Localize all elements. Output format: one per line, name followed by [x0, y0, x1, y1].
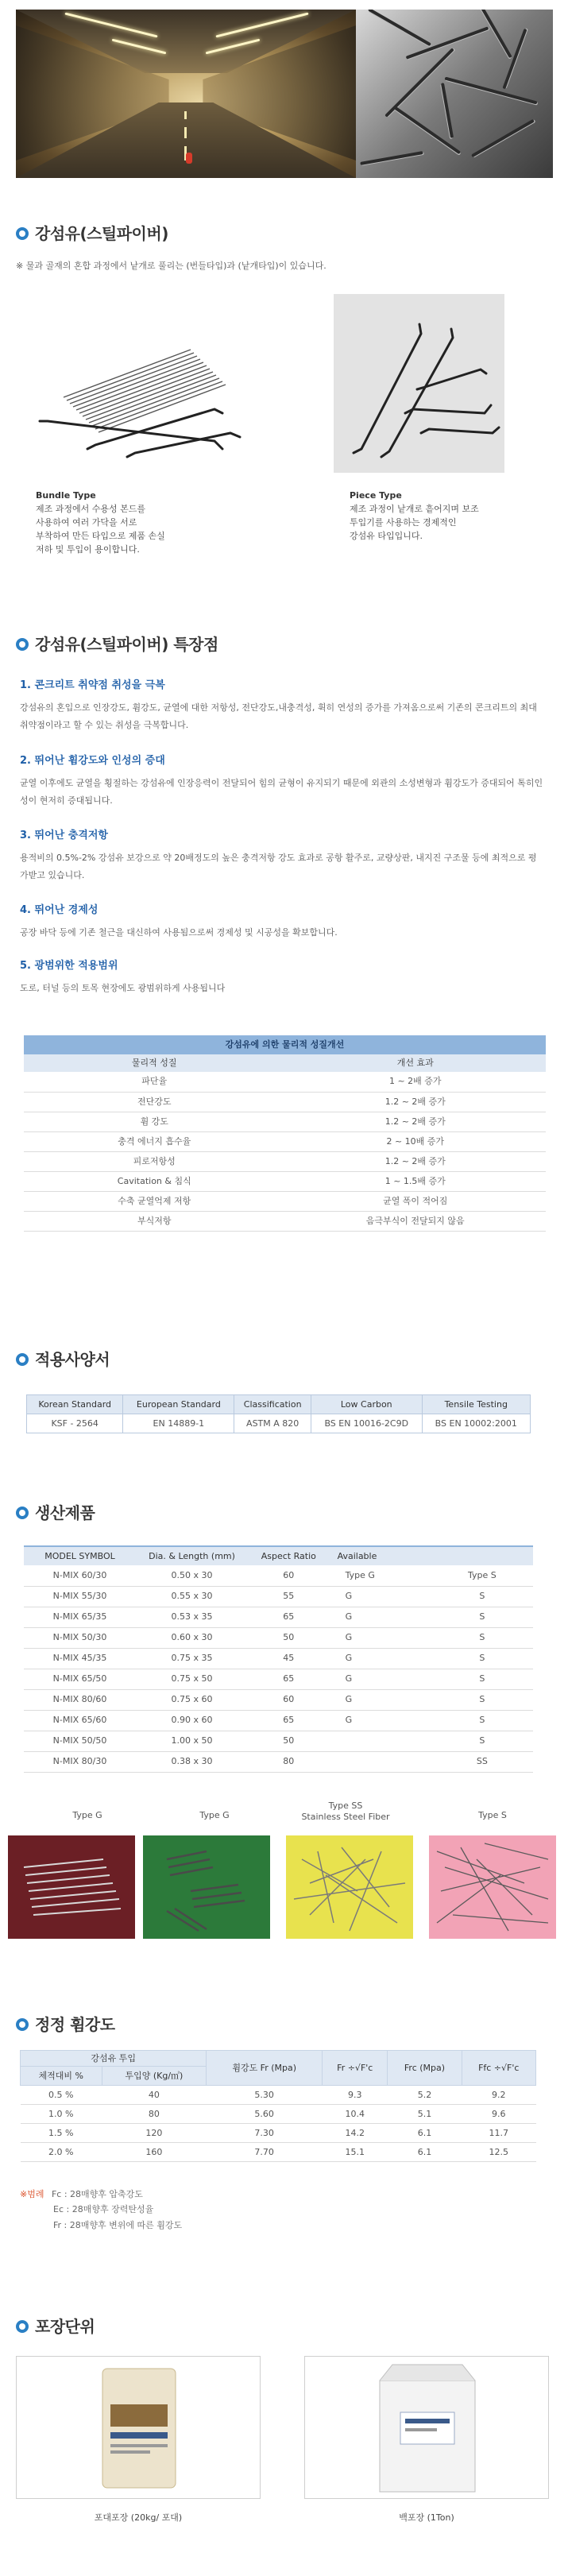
table-cell: 65 — [248, 1607, 330, 1627]
feature-text: 용적비의 0.5%-2% 강섬유 보강으로 약 20배정도의 높은 충격저항 강도 효과로 공항 활주로, 교량상판, 내지진 구조물 등에 최적으로 평가받고 있습니다. — [20, 852, 537, 880]
table-cell — [330, 1731, 431, 1751]
column-header: 체적대비 % — [21, 2067, 102, 2086]
table-cell: N-MIX 50/30 — [24, 1627, 136, 1648]
table-cell: Type S — [431, 1565, 533, 1586]
steel-fiber-pile-image — [356, 10, 553, 178]
table-row — [24, 1112, 546, 1131]
section-bullet-icon — [16, 2018, 29, 2031]
table-cell: G — [330, 1710, 431, 1731]
table-cell: S — [431, 1607, 533, 1627]
table-cell: N-MIX 80/30 — [24, 1751, 136, 1772]
motorcycle-icon — [186, 153, 192, 164]
table-cell: 55 — [248, 1586, 330, 1607]
feature-title: 5. 광범위한 적용범위 — [20, 960, 118, 972]
section-heading-standards — [16, 1347, 110, 1372]
physical-properties-table — [24, 1035, 546, 1232]
hero-banner — [16, 10, 553, 178]
table-row — [24, 1586, 533, 1607]
table-cell: 0.5 % — [21, 2086, 102, 2105]
table-cell: ASTM A 820 — [234, 1414, 311, 1433]
group-header: 강섬유 투입 — [21, 2051, 207, 2067]
piece-type-caption — [350, 489, 556, 543]
table-cell: S — [431, 1689, 533, 1710]
table-row — [21, 2124, 536, 2143]
bundle-type-title: Bundle Type — [36, 490, 96, 501]
caption-line: 부착하여 만든 타입으로 제품 손실 — [36, 531, 165, 542]
type-g-image — [8, 1835, 135, 1939]
feature-title: 3. 뛰어난 충격저항 — [20, 830, 108, 841]
table-row — [24, 1710, 533, 1731]
product-image-label — [151, 1810, 278, 1821]
table-cell: BS EN 10002:2001 — [422, 1414, 530, 1433]
table-cell: 충격 에너지 흡수율 — [24, 1131, 285, 1151]
table-cell: SS — [431, 1751, 533, 1772]
table-cell: 10.4 — [323, 2105, 388, 2124]
table-cell: 0.55 x 30 — [136, 1586, 248, 1607]
caption-line: 제조 과정이 낱개로 흩어지며 보조 — [350, 504, 479, 515]
table-cell: 1.5 % — [21, 2124, 102, 2143]
section-title: 포장단위 — [35, 2317, 95, 2336]
table-cell: 5.1 — [388, 2105, 462, 2124]
table-cell: 0.90 x 60 — [136, 1710, 248, 1731]
table-cell: 5.30 — [207, 2086, 323, 2105]
table-cell: 음극부식이 전달되지 않음 — [285, 1211, 547, 1231]
table-cell: 80 — [248, 1751, 330, 1772]
standards-table — [26, 1394, 531, 1433]
table-cell: G — [330, 1607, 431, 1627]
column-header: Tensile Testing — [422, 1395, 530, 1414]
table-row — [24, 1131, 546, 1151]
table-row — [27, 1414, 531, 1433]
table-row — [21, 2143, 536, 2162]
table-cell: 5.60 — [207, 2105, 323, 2124]
packaging-label: 백포장 (1Ton) — [399, 2512, 454, 2523]
table-cell: 1 ~ 1.5배 증가 — [285, 1171, 547, 1191]
piece-type-image — [334, 294, 504, 473]
table-cell: 1 ~ 2배 증가 — [285, 1072, 547, 1092]
table-row — [24, 1689, 533, 1710]
caption-line: 강섬유 타입입니다. — [350, 531, 423, 542]
table-cell: 6.1 — [388, 2143, 462, 2162]
column-header: Aspect Ratio — [248, 1546, 330, 1565]
table-cell: 0.75 x 60 — [136, 1689, 248, 1710]
legend-label: ※범례 — [20, 2189, 44, 2199]
table-cell: 9.2 — [462, 2086, 536, 2105]
feature-item — [20, 753, 544, 810]
flexural-strength-table — [20, 2050, 536, 2162]
caption-line: 투입기를 사용하는 경제적인 — [350, 517, 457, 528]
table-cell: N-MIX 80/60 — [24, 1689, 136, 1710]
bundle-type-caption — [36, 489, 242, 556]
table-cell: S — [431, 1669, 533, 1689]
table-cell: 1.2 ~ 2배 증가 — [285, 1112, 547, 1131]
legend — [20, 2187, 182, 2233]
table-cell: 1.00 x 50 — [136, 1731, 248, 1751]
tunnel-image — [16, 10, 356, 178]
table-cell: 부식저항 — [24, 1211, 285, 1231]
intro-note: ※ 물과 골재의 혼합 과정에서 낱개로 풀리는 (번들타입)과 (낱개타입)이 있습니다. — [16, 261, 327, 271]
packaging-label: 포대포장 (20kg/ 포대) — [94, 2512, 183, 2523]
table-cell: 11.7 — [462, 2124, 536, 2143]
product-image-label — [429, 1810, 556, 1821]
table-cell: 45 — [248, 1648, 330, 1669]
table-row — [24, 1211, 546, 1231]
table-cell: 1.2 ~ 2배 증가 — [285, 1151, 547, 1171]
table-cell — [330, 1751, 431, 1772]
column-header: Available — [330, 1546, 431, 1565]
table-cell: 5.2 — [388, 2086, 462, 2105]
column-header: 개선 효과 — [285, 1054, 547, 1072]
table-cell: 160 — [102, 2143, 207, 2162]
table-cell: N-MIX 65/60 — [24, 1710, 136, 1731]
table-cell: 12.5 — [462, 2143, 536, 2162]
table-row — [24, 1648, 533, 1669]
table-cell: 수축 균열억제 저항 — [24, 1191, 285, 1211]
type-s-image — [429, 1835, 556, 1939]
table-cell: G — [330, 1648, 431, 1669]
table-cell: BS EN 10016-2C9D — [311, 1414, 422, 1433]
table-row — [24, 1072, 546, 1092]
bulk-bag-packaging-image — [304, 2356, 549, 2499]
feature-item — [20, 678, 544, 734]
bundle-type-image — [32, 302, 262, 461]
table-cell: 1.0 % — [21, 2105, 102, 2124]
label-text: Type G — [72, 1810, 102, 1820]
column-header: Ffc ÷√F'c — [462, 2051, 536, 2086]
label-subtext: Stainless Steel Fiber — [301, 1811, 390, 1822]
table-cell: 80 — [102, 2105, 207, 2124]
table-cell: 50 — [248, 1627, 330, 1648]
section-title: 정정 휨강도 — [35, 2015, 115, 2034]
section-title: 생산제품 — [35, 1503, 95, 1522]
table-cell: 0.75 x 35 — [136, 1648, 248, 1669]
section-bullet-icon — [16, 1353, 29, 1366]
table-cell: G — [330, 1689, 431, 1710]
table-cell: 50 — [248, 1731, 330, 1751]
feature-title: 2. 뛰어난 휨강도와 인성의 증대 — [20, 755, 165, 767]
table-cell: Type G — [330, 1565, 431, 1586]
column-header: Korean Standard — [27, 1395, 123, 1414]
table-cell: 전단강도 — [24, 1092, 285, 1112]
table-cell: S — [431, 1648, 533, 1669]
table-cell: 0.50 x 30 — [136, 1565, 248, 1586]
table-row — [24, 1607, 533, 1627]
table-cell: 120 — [102, 2124, 207, 2143]
table-cell: 60 — [248, 1689, 330, 1710]
table-row — [24, 1669, 533, 1689]
section-title: 적용사양서 — [35, 1350, 110, 1369]
table-cell: 6.1 — [388, 2124, 462, 2143]
table-row — [24, 1092, 546, 1112]
table-cell: 휨 강도 — [24, 1112, 285, 1131]
table-cell: 60 — [248, 1565, 330, 1586]
section-bullet-icon — [16, 1507, 29, 1519]
table-cell: 0.38 x 30 — [136, 1751, 248, 1772]
column-header: 휨강도 Fr (Mpa) — [207, 2051, 323, 2086]
legend-line: Fr : 28매향후 변위에 따른 휨강도 — [53, 2219, 183, 2230]
feature-text: 강섬유의 혼입으로 인장강도, 휨강도, 균열에 대한 저항성, 전단강도,내충격성, 휙히 연성의 증가를 가져옴으로써 기존의 콘크리트의 최대 취약점이라고 할 수 있는 취성을 극복합니다. — [20, 702, 537, 730]
feature-item — [20, 903, 544, 942]
table-cell: 15.1 — [323, 2143, 388, 2162]
table-cell: 0.53 x 35 — [136, 1607, 248, 1627]
table-row — [24, 1171, 546, 1191]
table-cell: N-MIX 65/50 — [24, 1669, 136, 1689]
table-row — [24, 1627, 533, 1648]
table-cell: 2 ~ 10배 증가 — [285, 1131, 547, 1151]
label-text: Type G — [199, 1810, 230, 1820]
table-row — [24, 1565, 533, 1586]
table-cell: N-MIX 55/30 — [24, 1586, 136, 1607]
label-text: Type SS — [328, 1800, 363, 1811]
table-cell: N-MIX 50/50 — [24, 1731, 136, 1751]
product-image-label — [24, 1810, 151, 1821]
table-cell: 7.70 — [207, 2143, 323, 2162]
table-cell: Cavitation & 침식 — [24, 1171, 285, 1191]
table-cell: 0.75 x 50 — [136, 1669, 248, 1689]
type-g-image — [143, 1835, 270, 1939]
table-row — [24, 1191, 546, 1211]
table-cell: 9.3 — [323, 2086, 388, 2105]
feature-text: 도로, 터널 등의 토목 현장에도 광범위하게 사용됩니다 — [20, 982, 226, 993]
table-cell: N-MIX 60/30 — [24, 1565, 136, 1586]
column-header: 물리적 성질 — [24, 1054, 285, 1072]
table-cell: 40 — [102, 2086, 207, 2105]
section-heading-steel-fiber — [16, 221, 168, 246]
table-cell: S — [431, 1627, 533, 1648]
table-cell: 2.0 % — [21, 2143, 102, 2162]
feature-title: 4. 뛰어난 경제성 — [20, 904, 99, 916]
table-cell: 9.6 — [462, 2105, 536, 2124]
feature-item — [20, 828, 544, 884]
caption-line: 제조 과정에서 수용성 본드를 — [36, 504, 146, 515]
table-row — [21, 2086, 536, 2105]
table-cell: N-MIX 65/35 — [24, 1607, 136, 1627]
column-header: MODEL SYMBOL — [24, 1546, 136, 1565]
table-cell: G — [330, 1627, 431, 1648]
feature-text: 공장 바닥 등에 기존 철근을 대신하여 사용됨으로써 경제성 및 시공성을 확보합니다. — [20, 926, 338, 938]
table-cell: 0.60 x 30 — [136, 1627, 248, 1648]
caption-line: 사용하여 여러 가닥을 서로 — [36, 517, 137, 528]
section-bullet-icon — [16, 2320, 29, 2333]
type-ss-image — [286, 1835, 413, 1939]
table-cell: 1.2 ~ 2배 증가 — [285, 1092, 547, 1112]
table-cell: S — [431, 1710, 533, 1731]
table-cell: S — [431, 1586, 533, 1607]
feature-item — [20, 958, 544, 997]
feature-text: 균열 이후에도 균열을 횡절하는 강섬유에 인장응력이 전달되어 힘의 균형이 유지되기 때문에 외관의 소성변형과 휨강도가 증대되어 톡히인성이 현저히 증대됩니다. — [20, 777, 543, 806]
column-header: Frc (Mpa) — [388, 2051, 462, 2086]
column-header: Fr ÷√F'c — [323, 2051, 388, 2086]
table-cell: S — [431, 1731, 533, 1751]
table-title: 강섬유에 의한 물리적 성질개선 — [24, 1035, 546, 1054]
table-cell: 14.2 — [323, 2124, 388, 2143]
section-heading-features — [16, 632, 218, 657]
column-header: Low Carbon — [311, 1395, 422, 1414]
table-cell: G — [330, 1669, 431, 1689]
legend-line: Fc : 28매향후 압축강도 — [51, 2189, 143, 2199]
table-cell: 균열 폭이 적어짐 — [285, 1191, 547, 1211]
section-heading-packaging — [16, 2314, 95, 2339]
label-text: Type S — [478, 1810, 507, 1820]
bag-packaging-image — [16, 2356, 261, 2499]
table-row — [24, 1151, 546, 1171]
table-cell: N-MIX 45/35 — [24, 1648, 136, 1669]
section-bullet-icon — [16, 227, 29, 240]
section-bullet-icon — [16, 638, 29, 651]
table-cell: EN 14889-1 — [123, 1414, 234, 1433]
table-cell: 65 — [248, 1669, 330, 1689]
table-row — [21, 2105, 536, 2124]
product-image-label — [282, 1800, 409, 1823]
section-title: 강섬유(스틸파이버) — [35, 224, 168, 243]
section-heading-flexural — [16, 2012, 115, 2037]
column-header — [431, 1546, 533, 1565]
table-cell: G — [330, 1586, 431, 1607]
table-cell: 7.30 — [207, 2124, 323, 2143]
column-header: Dia. & Length (mm) — [136, 1546, 248, 1565]
piece-type-title: Piece Type — [350, 490, 402, 501]
table-row — [24, 1731, 533, 1751]
feature-title: 1. 콘크리트 취약점 취성을 극복 — [20, 679, 165, 691]
section-title: 강섬유(스틸파이버) 특장점 — [35, 635, 218, 654]
table-cell: 파단율 — [24, 1072, 285, 1092]
column-header: European Standard — [123, 1395, 234, 1414]
column-header: Classification — [234, 1395, 311, 1414]
legend-line: Ec : 28매향후 장력탄성율 — [53, 2204, 154, 2215]
caption-line: 저하 및 투입이 용이합니다. — [36, 544, 140, 555]
table-cell: KSF - 2564 — [27, 1414, 123, 1433]
table-cell: 피로저항성 — [24, 1151, 285, 1171]
product-table — [24, 1545, 533, 1773]
table-cell: 65 — [248, 1710, 330, 1731]
column-header: 투입양 (Kg/㎥) — [102, 2067, 207, 2086]
table-row — [24, 1751, 533, 1772]
section-heading-products — [16, 1500, 95, 1526]
